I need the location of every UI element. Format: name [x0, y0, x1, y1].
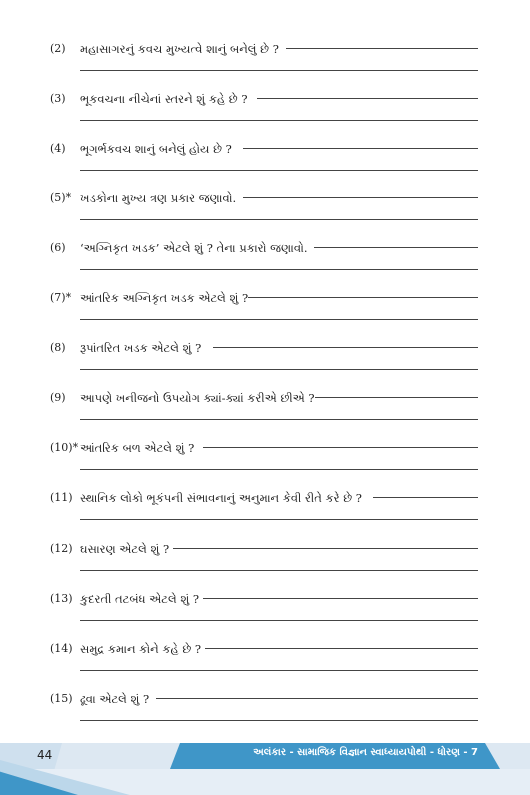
question-text: કુદરતી તટબંધ એટલે શું ? [80, 592, 200, 606]
answer-line [286, 48, 478, 49]
question-item [0, 641, 530, 689]
question-item [0, 440, 530, 488]
question-item [0, 390, 530, 438]
question-item [0, 41, 530, 89]
answer-line [80, 70, 478, 71]
question-text: રૂપાંતરિત ખડક એટલે શું ? [80, 341, 202, 355]
answer-line [80, 620, 478, 621]
question-number: (9) [50, 391, 66, 404]
answer-line [213, 347, 478, 348]
question-number: (7)* [50, 291, 72, 304]
answer-line [243, 197, 478, 198]
answer-line [80, 319, 478, 320]
question-item [0, 141, 530, 189]
answer-line [80, 670, 478, 671]
page-number: 44 [37, 748, 53, 762]
answer-line [173, 548, 478, 549]
question-item [0, 240, 530, 288]
question-number: (10)* [50, 441, 79, 454]
question-item [0, 340, 530, 388]
answer-line [80, 219, 478, 220]
question-text: સમુદ્ર કમાન કોને કહે છે ? [80, 642, 202, 656]
book-title: અલંકાર - સામાજિક વિજ્ઞાન સ્વાધ્યાયપોથી - ધોરણ - 7 [253, 747, 478, 758]
question-number: (11) [50, 491, 73, 504]
question-item [0, 591, 530, 639]
question-item [0, 91, 530, 139]
answer-line [257, 98, 478, 99]
question-item [0, 541, 530, 589]
question-text: ભૂગર્ભકવચ શાનું બનેલું હોય છે ? [80, 142, 232, 156]
answer-line [80, 570, 478, 571]
question-text: ઢૂવા એટલે શું ? [80, 692, 150, 706]
answer-line [314, 247, 478, 248]
question-text: આંતરિક અગ્નિકૃત ખડક એટલે શું ? [80, 291, 249, 305]
question-text: ખડકોના મુખ્ય ત્રણ પ્રકાર જણાવો. [80, 191, 237, 205]
question-number: (5)* [50, 191, 72, 204]
question-item [0, 290, 530, 338]
answer-line [156, 698, 478, 699]
answer-line [80, 170, 478, 171]
answer-line [80, 269, 478, 270]
answer-line [373, 497, 478, 498]
answer-line [80, 369, 478, 370]
question-item [0, 490, 530, 538]
question-number: (2) [50, 42, 66, 55]
question-number: (15) [50, 692, 73, 705]
question-number: (14) [50, 642, 73, 655]
answer-line [80, 519, 478, 520]
question-item [0, 190, 530, 238]
answer-line [203, 598, 478, 599]
question-number: (13) [50, 592, 73, 605]
question-number: (6) [50, 241, 66, 254]
question-text: ‘અગ્નિકૃત ખડક’ એટલે શું ? તેના પ્રકારો જણાવો. [80, 241, 308, 255]
question-text: ઘસારણ એટલે શું ? [80, 542, 170, 556]
question-text: આંતરિક બળ એટલે શું ? [80, 441, 195, 455]
answer-line [203, 447, 478, 448]
question-number: (4) [50, 142, 66, 155]
answer-line [205, 648, 478, 649]
question-number: (3) [50, 92, 66, 105]
question-item [0, 691, 530, 739]
answer-line [80, 469, 478, 470]
answer-line [248, 297, 478, 298]
question-number: (8) [50, 341, 66, 354]
answer-line [80, 720, 478, 721]
question-text: સ્થાનિક લોકો ભૂકંપની સંભાવનાનું અનુમાન કેવી રીતે કરે છે ? [80, 491, 362, 505]
answer-line [243, 148, 478, 149]
answer-line [80, 120, 478, 121]
question-text: ભૂકવચના નીચેનાં સ્તરને શું કહે છે ? [80, 92, 248, 106]
question-text: આપણે ખનીજનો ઉપયોગ ક્યાં-ક્યાં કરીએ છીએ ? [80, 391, 315, 405]
answer-line [315, 397, 478, 398]
answer-line [80, 419, 478, 420]
question-number: (12) [50, 542, 73, 555]
question-text: મહાસાગરનું કવચ મુખ્યત્વે શાનું બનેલું છે ? [80, 42, 279, 56]
